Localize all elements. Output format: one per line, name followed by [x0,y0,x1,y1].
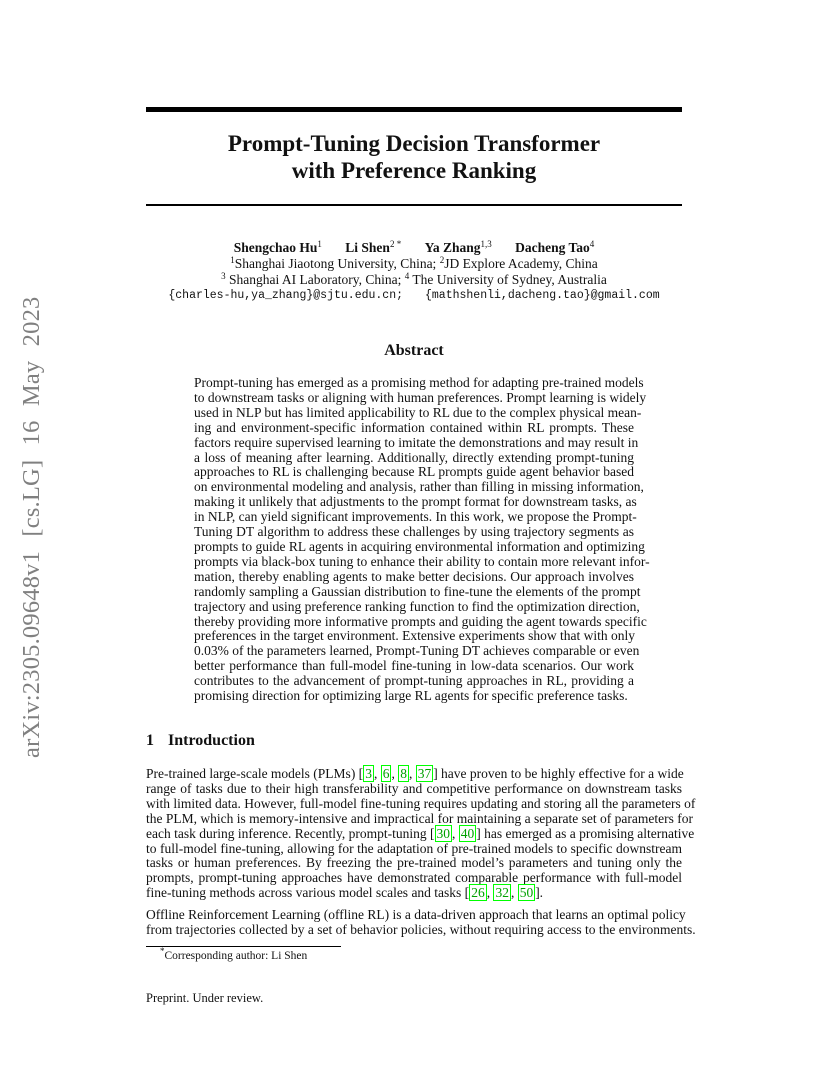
section-heading-introduction [146,732,255,750]
title-line-1: Prompt-Tuning Decision Transformer [227,131,601,156]
abstract-line: Tuning DT algorithm to address these challenges by using trajectory segments as [194,524,634,540]
intro-line: with limited data. However, full-model fine-tuning requires updating and storing all the parameters of [146,795,696,811]
citation-link[interactable]: 40 [460,825,475,841]
abstract-heading: Abstract [384,342,444,359]
abstract-line: prompts to guide RL agents in acquiring environmental information and optimizing [194,538,645,554]
citation-link[interactable]: 32 [495,885,509,901]
intro-line: the PLM, which is memory-intensive and impractical for maintaining a separate set of parameters for [146,810,693,826]
abstract-line: in NLP, can yield significant improvements. In this work, we propose the Prompt- [194,509,637,525]
intro-line: each task during inference. Recently, prompt-tuning [ 30 , 40 ] has emerged as a promising alternative [146,825,695,841]
intro-line: fine-tuning methods across various model scales and tasks [ 26 , 32 , 50 ]. [146,885,544,901]
abstract-line: used in NLP but has limited applicability to RL due to the complex physical mean- [194,404,642,420]
abstract-line: randomly sampling a Gaussian distribution to fine-tune the elements of the prompt [194,583,641,599]
email-sjtu[interactable]: {charles-hu,ya_zhang}@sjtu.edu.cn; [168,289,403,302]
intro-line: prompts, prompt-tuning approaches have demonstrated comparable performance with full-model [146,870,682,886]
abstract-line: prompts via black-box tuning to enhance their ability to contain more relevant infor- [194,553,650,569]
email-gmail[interactable]: {mathshenli,dacheng.tao}@gmail.com [425,289,660,302]
preprint-note: Preprint. Under review. [146,991,264,1005]
author-block [146,240,682,304]
author-emails [146,288,682,304]
paper-title [146,130,682,184]
section-number: 1 [146,732,154,749]
citation-link[interactable]: 50 [519,885,534,901]
intro-line: Pre-trained large-scale models (PLMs) [ 3 , 6 , 8 , 37 ] have proven to be highly effective for a wide [146,766,684,781]
abstract-line: mation, thereby enabling agents to make better decisions. Our approach involves [194,568,634,584]
citation-link[interactable]: 37 [417,766,432,781]
citation-link[interactable]: 26 [471,885,485,901]
abstract-body [194,375,650,704]
arxiv-stamp[interactable]: arXiv:2305.09648v1 [cs.LG] 16 May 2023 [18,296,45,758]
citation-link[interactable]: 30 [436,825,451,841]
intro-line: tasks or human preferences. By freezing the pre-trained model’s parameters and tuning only the [146,855,682,871]
abstract-line: 0.03% of the parameters learned, Prompt-Tuning DT achieves comparable or even [194,643,640,659]
intro-line: to full-model fine-tuning, allowing for the adaptation of pre-trained models to specific downstream [146,840,682,856]
abstract-line: Prompt-tuning has emerged as a promising method for adapting pre-trained models [194,375,644,390]
title-line-2: with Preference Ranking [291,158,537,183]
abstract-line: thereby providing more informative prompts and guiding the agent towards specific [194,613,647,629]
citation-link[interactable]: 3 [365,766,372,781]
introduction-body [146,766,696,938]
intro-line: range of tasks due to their high transferability and competitive performance on downstream tasks [146,780,682,796]
title-bottom-rule [146,204,682,206]
abstract-line: approaches to RL is challenging because RL prompts guide agent behavior based [194,464,634,480]
abstract-line: on environmental modeling and analysis, rather than filling in missing information, [194,479,644,495]
section-title: Introduction [168,732,255,749]
abstract-line: to downstream tasks or aligning with human preferences. Prompt learning is widely [194,389,647,405]
abstract-line: factors require supervised learning to imitate the demonstrations and may result in [194,434,639,450]
abstract-line: contributes to the advancement of prompt-tuning approaches in RL, providing a [194,673,634,689]
abstract-line: a loss of meaning after learning. Additionally, directly extending prompt-tuning [194,449,634,465]
citation-link[interactable]: 8 [400,766,407,781]
affiliation-line-2: $^3$ Shanghai AI Laboratory, China; $^4$ The University of Sydney, Australia [221,271,607,287]
author: Dacheng Tao$^4$ [515,239,595,255]
intro-line: Offline Reinforcement Learning (offline RL) is a data-driven approach that learns an optimal policy [146,907,686,923]
author: Shengchao Hu$^1$ [233,239,322,255]
abstract-line: promising direction for optimizing large RL agents for specific preference tasks. [194,688,628,704]
footnote: *Corresponding author: Li Shen [160,946,308,962]
abstract-line: trajectory and using preference ranking function to find the optimization direction, [194,598,640,614]
citation-link[interactable]: 6 [382,766,390,781]
abstract-line: ing and environment-specific information contained within RL prompts. These [194,419,634,435]
abstract-line: making it unlikely that adjustments to the prompt format for downstream tasks, as [194,494,637,510]
abstract-line: better performance than full-model fine-tuning in low-data scenarios. Our work [194,658,634,674]
title-top-rule [146,107,682,112]
intro-line: from trajectories collected by a set of behavior policies, without requiring access to the environments. [146,922,696,938]
author: Li Shen$^{2 *}$ [345,239,402,255]
affiliation-line-1: $^1$Shanghai Jiaotong University, China; $^2$JD Explore Academy, China [230,255,598,271]
author-names [146,240,682,256]
abstract-line: preferences in the target environment. Extensive experiments show that with only [194,628,635,644]
footnote-rule [146,946,341,947]
author: Ya Zhang$^{1,3}$ [424,239,492,255]
